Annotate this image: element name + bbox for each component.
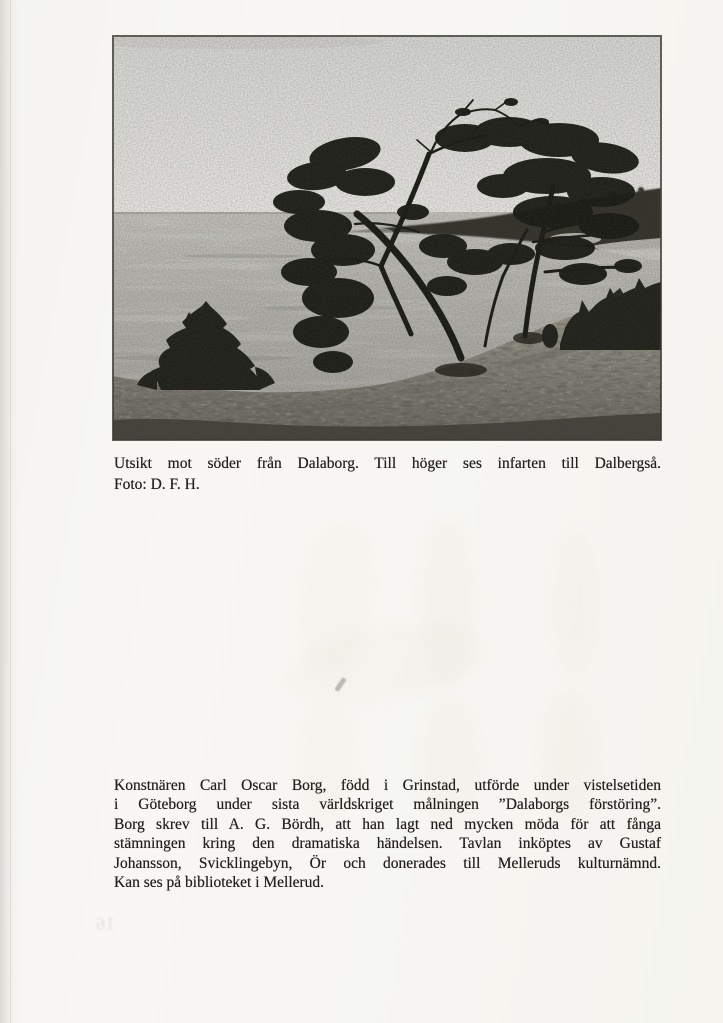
body-paragraph [114, 776, 661, 892]
paragraph-line: Konstnären Carl Oscar Borg, född i Grinstad, utförde under vistelsetiden [114, 777, 661, 794]
paragraph-line: stämningen kring den dramatiska händelsen. Tavlan inköptes av Gustaf [114, 835, 661, 853]
caption-line: Utsikt mot söder från Dalaborg. Till höger ses infarten till Dalbergså. [114, 455, 661, 472]
photo [113, 36, 661, 440]
photo-caption [114, 453, 661, 495]
photo-credit: Foto: D. F. H. [114, 476, 200, 493]
page-left-edge-line [10, 0, 11, 1023]
ink-smudge [334, 677, 347, 692]
ghost-page-number: 16 [96, 914, 115, 935]
paragraph-line: Kan ses på biblioteket i Mellerud. [114, 874, 325, 892]
photo-grain [113, 36, 661, 440]
paragraph-line: Borg skrev till A. G. Bördh, att han lagt ned mycken möda för att fånga [114, 815, 661, 833]
page-left-edge-shadow [0, 0, 18, 1023]
paragraph-line: Johansson, Svicklingebyn, Ör och donerades till Melleruds kulturnämnd. [114, 854, 661, 872]
paragraph-line: i Göteborg under sista världskriget målningen ”Dalaborgs förstöring”. [114, 796, 661, 814]
photo-illustration [113, 36, 661, 440]
